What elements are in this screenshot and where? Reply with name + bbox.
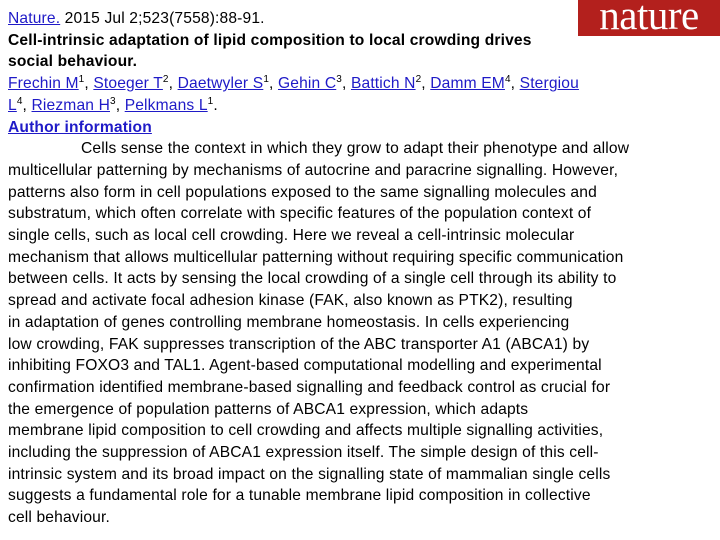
- author-link[interactable]: Battich N: [350, 75, 416, 93]
- citation-line: [8, 8, 708, 30]
- author-link[interactable]: Riezman H: [31, 96, 110, 114]
- abstract-line: intrinsic system and its broad impact on the signalling state of mammalian single cells: [8, 465, 611, 483]
- article-title: [8, 30, 708, 73]
- author-separator: ,: [115, 96, 125, 114]
- abstract-line: inhibiting FOXO3 and TAL1. Agent-based computational modelling and experimental: [8, 357, 602, 375]
- author-affiliation: 3: [110, 95, 116, 107]
- author-separator: ,: [168, 75, 178, 93]
- author-separator: ,: [84, 75, 94, 93]
- author-separator: ,: [341, 75, 351, 93]
- author-link[interactable]: L: [8, 96, 17, 114]
- journal-link[interactable]: Nature.: [8, 10, 61, 27]
- author-link[interactable]: Gehin C: [278, 75, 337, 93]
- abstract-line: suggests a fundamental role for a tunable membrane lipid composition in collective: [8, 487, 591, 505]
- author-separator: ,: [421, 75, 431, 93]
- abstract-line: substratum, which often correlate with specific features of the population context of: [8, 205, 592, 223]
- author-link[interactable]: Frechin M: [8, 75, 79, 93]
- abstract-line: cell behaviour.: [8, 509, 110, 527]
- abstract-line: the emergence of population patterns of ABCA1 expression, which adapts: [8, 400, 529, 418]
- title-line: Cell-intrinsic adaptation of lipid composition to local crowding drives: [8, 31, 532, 49]
- citation-text: 2015 Jul 2;523(7558):88-91.: [60, 10, 265, 27]
- abstract-line: single cells, such as local cell crowding. Here we reveal a cell-intrinsic molecular: [8, 227, 575, 245]
- abstract-line: in adaptation of genes controlling membrane homeostasis. In cells experiencing: [8, 313, 570, 331]
- abstract-body: [8, 138, 708, 529]
- author-separator: .: [213, 96, 218, 114]
- abstract-line: spread and activate focal adhesion kinase (FAK, also known as PTK2), resulting: [8, 292, 573, 310]
- author-link[interactable]: Pelkmans L: [124, 96, 208, 114]
- author-affiliation: 1: [78, 73, 85, 85]
- nature-logo: nature: [578, 0, 720, 36]
- author-information-row: [8, 117, 708, 139]
- article-abstract-page: [8, 8, 708, 529]
- abstract-line: multicellular patterning by mechanisms of autocrine and paracrine signalling. However,: [8, 161, 619, 179]
- author-affiliation: 2: [415, 73, 422, 85]
- abstract-line: patterns also form in cell populations exposed to the same signalling molecules and: [8, 183, 597, 201]
- author-affiliation: 1: [263, 73, 270, 85]
- abstract-line: including the suppression of ABCA1 expression itself. The simple design of this cell-: [8, 444, 599, 462]
- author-line: [8, 95, 708, 117]
- abstract-line: confirmation identified membrane-based signalling and feedback control as crucial for: [8, 378, 611, 396]
- author-link[interactable]: Damm EM: [430, 75, 505, 93]
- author-line: [8, 73, 708, 95]
- abstract-line: between cells. It acts by sensing the local crowding of a single cell through its ability to: [8, 270, 617, 288]
- abstract-line: membrane lipid composition to cell crowding and affects multiple signalling activities,: [8, 422, 604, 440]
- author-affiliation: 4: [16, 95, 23, 107]
- author-separator: ,: [269, 75, 278, 93]
- author-separator: ,: [510, 75, 520, 93]
- author-affiliation: 2: [162, 73, 169, 85]
- author-list: [8, 73, 708, 116]
- author-affiliation: 4: [504, 73, 511, 85]
- abstract-line: Cells sense the context in which they grow to adapt their phenotype and allow: [81, 140, 630, 158]
- abstract-line: low crowding, FAK suppresses transcription of the ABC transporter A1 (ABCA1) by: [8, 335, 590, 353]
- abstract-line: mechanism that allows multicellular patterning without requiring specific communication: [8, 248, 624, 266]
- title-line: social behaviour.: [8, 53, 138, 71]
- author-affiliation: 1: [207, 95, 214, 107]
- author-link[interactable]: Stoeger T: [93, 75, 163, 93]
- author-information-link[interactable]: Author information: [8, 118, 152, 136]
- author-link[interactable]: Daetwyler S: [177, 75, 264, 93]
- author-affiliation: 3: [336, 73, 342, 85]
- author-link[interactable]: Stergiou: [519, 75, 579, 93]
- author-separator: ,: [22, 96, 32, 114]
